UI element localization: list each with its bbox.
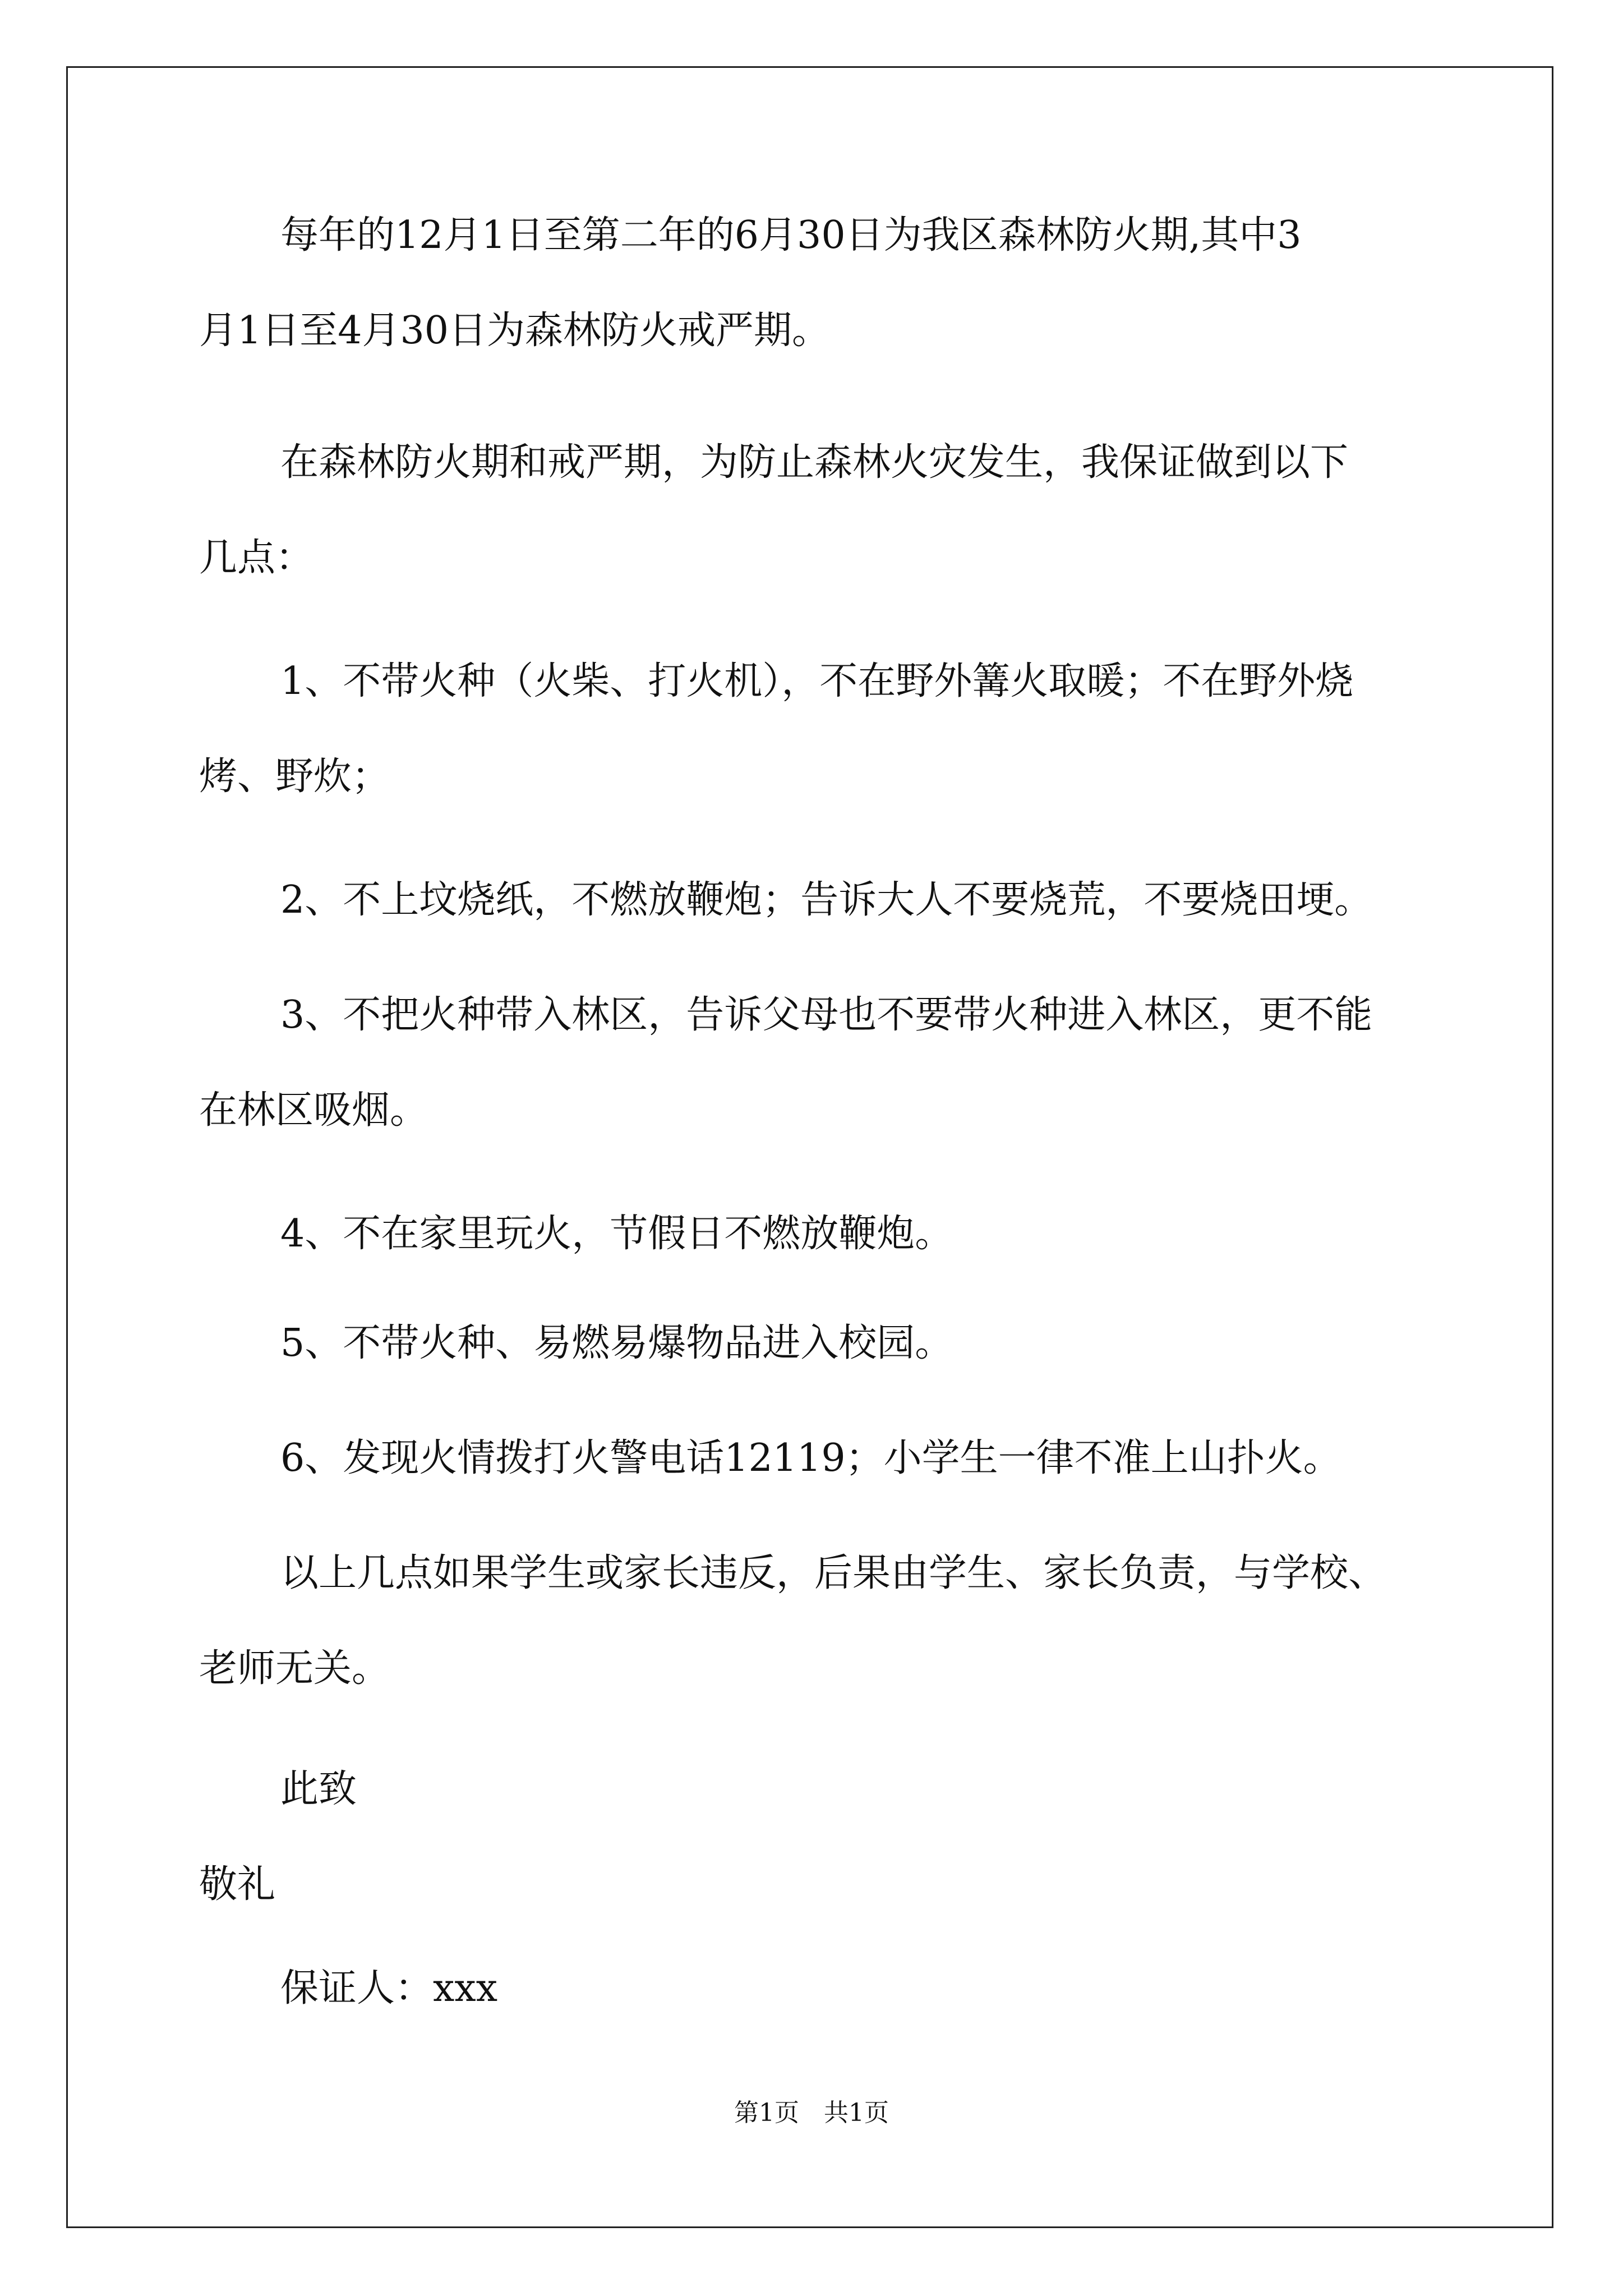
list-item: 1、不带火种（火柴、打火机），不在野外篝火取暖；不在野外烧 (280, 659, 1354, 703)
list-item-continued: 在林区吸烟。 (199, 1088, 428, 1133)
paragraph-line: 几点： (199, 536, 314, 580)
paragraph-line: 在森林防火期和戒严期，为防止森林火灾发生，我保证做到以下 (280, 440, 1349, 485)
closing-salutation: 此致 (280, 1767, 357, 1811)
list-item-continued: 烤、野炊； (199, 754, 390, 799)
list-item: 6、发现火情拨打火警电话12119；小学生一律不准上山扑火。 (280, 1436, 1341, 1480)
closing-respect: 敬礼 (199, 1862, 276, 1907)
page-border (66, 66, 1553, 2228)
paragraph-line: 老师无关。 (199, 1646, 390, 1691)
list-item: 2、不上坟烧纸，不燃放鞭炮；告诉大人不要烧荒，不要烧田埂。 (280, 878, 1373, 922)
list-item: 5、不带火种、易燃易爆物品进入校园。 (280, 1321, 953, 1365)
paragraph-line: 以上几点如果学生或家长违反，后果由学生、家长负责，与学校、 (280, 1551, 1387, 1595)
list-item: 3、不把火种带入林区，告诉父母也不要带火种进入林区，更不能 (280, 993, 1373, 1037)
paragraph-line: 月1日至4月30日为森林防火戒严期。 (199, 309, 831, 353)
paragraph-line: 每年的12月1日至第二年的6月30日为我区森林防火期,其中3 (280, 213, 1302, 257)
list-item: 4、不在家里玩火，节假日不燃放鞭炮。 (280, 1212, 953, 1256)
page-number-footer: 第1页 共1页 (734, 2099, 889, 2127)
guarantor-signature-line: 保证人：xxx (280, 1966, 498, 2010)
